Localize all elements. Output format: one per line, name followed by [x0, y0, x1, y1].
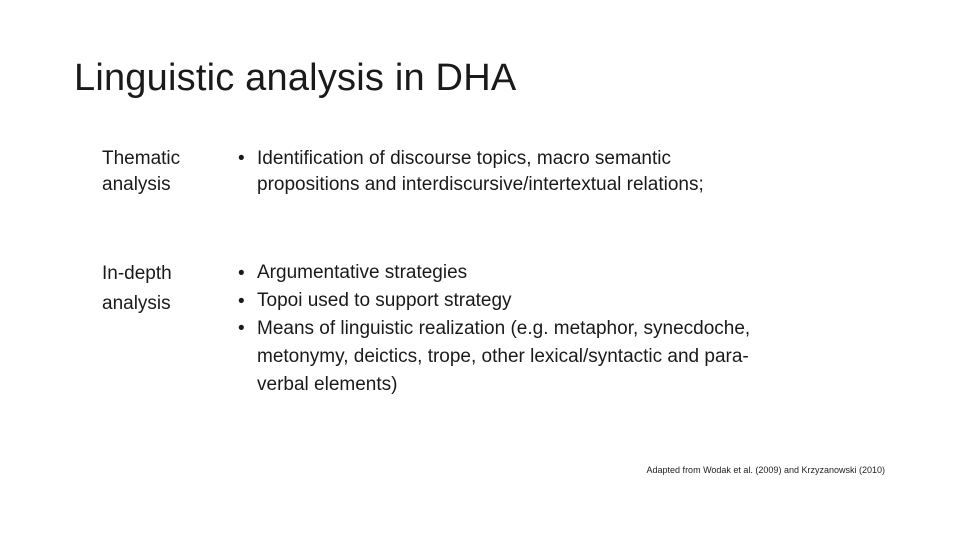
bullet-text-line: verbal elements)	[257, 374, 398, 395]
bullet-list-in-depth	[238, 259, 878, 399]
bullet-text-line: propositions and interdiscursive/intertextual relations;	[257, 174, 704, 195]
bullet-item	[238, 315, 878, 399]
bullet-list-thematic	[238, 146, 878, 198]
slide-title: Linguistic analysis in DHA	[74, 57, 517, 99]
row-label-line: analysis	[102, 293, 171, 314]
row-label-line: analysis	[102, 174, 171, 195]
bullet-text-line: Argumentative strategies	[257, 262, 468, 283]
row-label-thematic-analysis	[102, 146, 222, 198]
bullet-icon: •	[238, 318, 245, 339]
bullet-icon: •	[238, 263, 245, 284]
bullet-text-line: metonymy, deictics, trope, other lexical/syntactic and para-	[257, 346, 749, 367]
bullet-item	[238, 259, 878, 287]
row-label-line: Thematic	[102, 148, 181, 169]
bullet-text-line: Means of linguistic realization (e.g. metaphor, synecdoche,	[257, 318, 751, 339]
row-label-in-depth-analysis	[102, 259, 222, 319]
row-label-line: In-depth	[102, 263, 172, 284]
bullet-icon: •	[238, 291, 245, 312]
bullet-item	[238, 287, 878, 315]
bullet-icon: •	[238, 148, 245, 169]
bullet-text-line: Identification of discourse topics, macro semantic	[257, 148, 671, 169]
bullet-text-line: Topoi used to support strategy	[257, 290, 512, 311]
citation: Adapted from Wodak et al. (2009) and Krzyzanowski (2010)	[646, 465, 885, 475]
bullet-item	[238, 146, 878, 198]
